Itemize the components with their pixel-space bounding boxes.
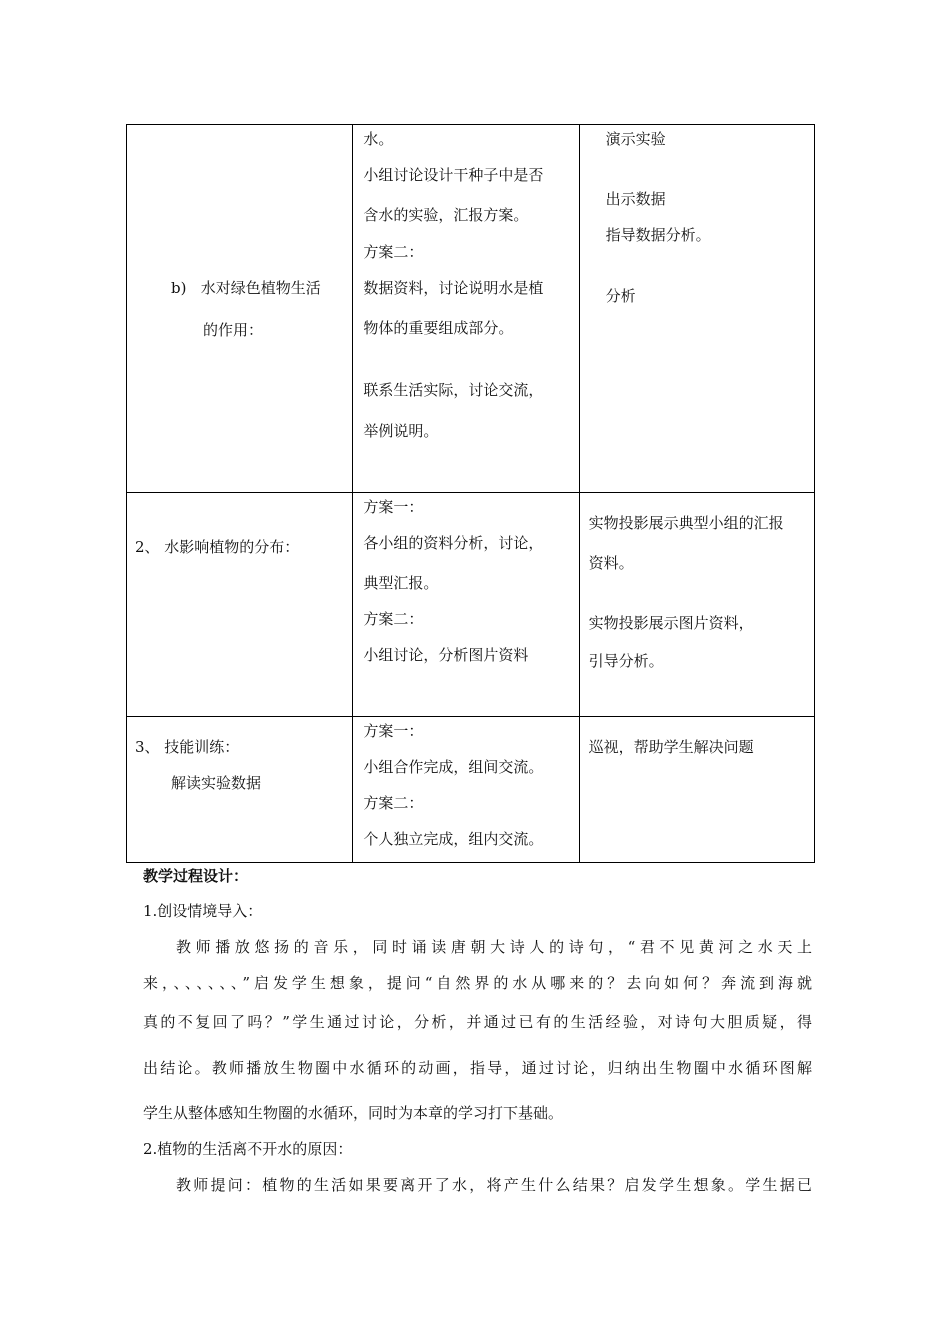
cell-line: 引导分析。 bbox=[588, 652, 664, 670]
cell-line: 水。 bbox=[363, 130, 394, 148]
cell-line: 出示数据 bbox=[605, 190, 666, 208]
cell-line: b) 水对绿色植物生活 bbox=[171, 279, 321, 297]
subsection-title: 1.创设情境导入： bbox=[143, 902, 263, 920]
paragraph-line: 真的不复回了吗？”学生通过讨论，分析，并通过已有的生活经验，对诗句大胆质疑，得 bbox=[143, 1013, 812, 1031]
table-cell bbox=[353, 717, 579, 863]
table-cell bbox=[353, 125, 579, 493]
cell-line: 3、 技能训练： bbox=[135, 738, 240, 756]
cell-line: 巡视，帮助学生解决问题 bbox=[588, 738, 754, 756]
table-row bbox=[127, 493, 815, 717]
cell-line: 方案一： bbox=[363, 498, 424, 516]
table-row bbox=[127, 125, 815, 493]
cell-line: 方案二： bbox=[363, 794, 424, 812]
subsection-title: 2.植物的生活离不开水的原因： bbox=[143, 1140, 353, 1158]
table-row bbox=[127, 717, 815, 863]
cell-line: 方案二： bbox=[363, 243, 424, 261]
paragraph-line: 教师提问：植物的生活如果要离开了水，将产生什么结果？启发学生想象。学生据已 bbox=[176, 1176, 812, 1194]
table-cell bbox=[353, 493, 579, 717]
table-cell bbox=[579, 493, 814, 717]
cell-line: 小组讨论，分析图片资料 bbox=[363, 646, 529, 664]
cell-line: 2、 水影响植物的分布： bbox=[135, 538, 300, 556]
paragraph-line: 学生从整体感知生物圈的水循环，同时为本章的学习打下基础。 bbox=[143, 1104, 564, 1122]
cell-line: 联系生活实际，讨论交流， bbox=[363, 381, 544, 399]
table-cell bbox=[579, 717, 814, 863]
table-cell bbox=[127, 493, 353, 717]
cell-line: 资料。 bbox=[588, 554, 634, 572]
table-cell bbox=[127, 125, 353, 493]
cell-line: 典型汇报。 bbox=[363, 574, 439, 592]
cell-line: 解读实验数据 bbox=[171, 774, 262, 792]
section-heading: 教学过程设计： bbox=[143, 867, 249, 885]
cell-line: 方案一： bbox=[363, 722, 424, 740]
table-cell bbox=[127, 717, 353, 863]
cell-line: 物体的重要组成部分。 bbox=[363, 319, 514, 337]
teaching-plan-table bbox=[126, 124, 815, 863]
paragraph-line: 来，、、、、、、”启发学生想象，提问“自然界的水从哪来的？去向如何？奔流到海就 bbox=[143, 974, 812, 992]
cell-line: 的作用： bbox=[203, 321, 264, 339]
cell-line: 分析 bbox=[605, 287, 636, 305]
cell-line: 含水的实验，汇报方案。 bbox=[363, 206, 529, 224]
cell-line: 各小组的资料分析，讨论， bbox=[363, 534, 544, 552]
cell-line: 数据资料，讨论说明水是植 bbox=[363, 279, 544, 297]
cell-line: 指导数据分析。 bbox=[605, 226, 711, 244]
cell-line: 举例说明。 bbox=[363, 422, 439, 440]
cell-line: 实物投影展示图片资料， bbox=[588, 614, 754, 632]
cell-line: 个人独立完成，组内交流。 bbox=[363, 830, 544, 848]
cell-line: 实物投影展示典型小组的汇报 bbox=[588, 514, 784, 532]
cell-line: 小组合作完成，组间交流。 bbox=[363, 758, 544, 776]
cell-line: 方案二： bbox=[363, 610, 424, 628]
cell-line: 演示实验 bbox=[605, 130, 666, 148]
paragraph-line: 出结论。教师播放生物圈中水循环的动画，指导，通过讨论，归纳出生物圈中水循环图解 bbox=[143, 1059, 812, 1077]
paragraph-line: 教师播放悠扬的音乐，同时诵读唐朝大诗人的诗句，“君不见黄河之水天上 bbox=[176, 938, 812, 956]
table-cell bbox=[579, 125, 814, 493]
cell-line: 小组讨论设计干种子中是否 bbox=[363, 166, 544, 184]
